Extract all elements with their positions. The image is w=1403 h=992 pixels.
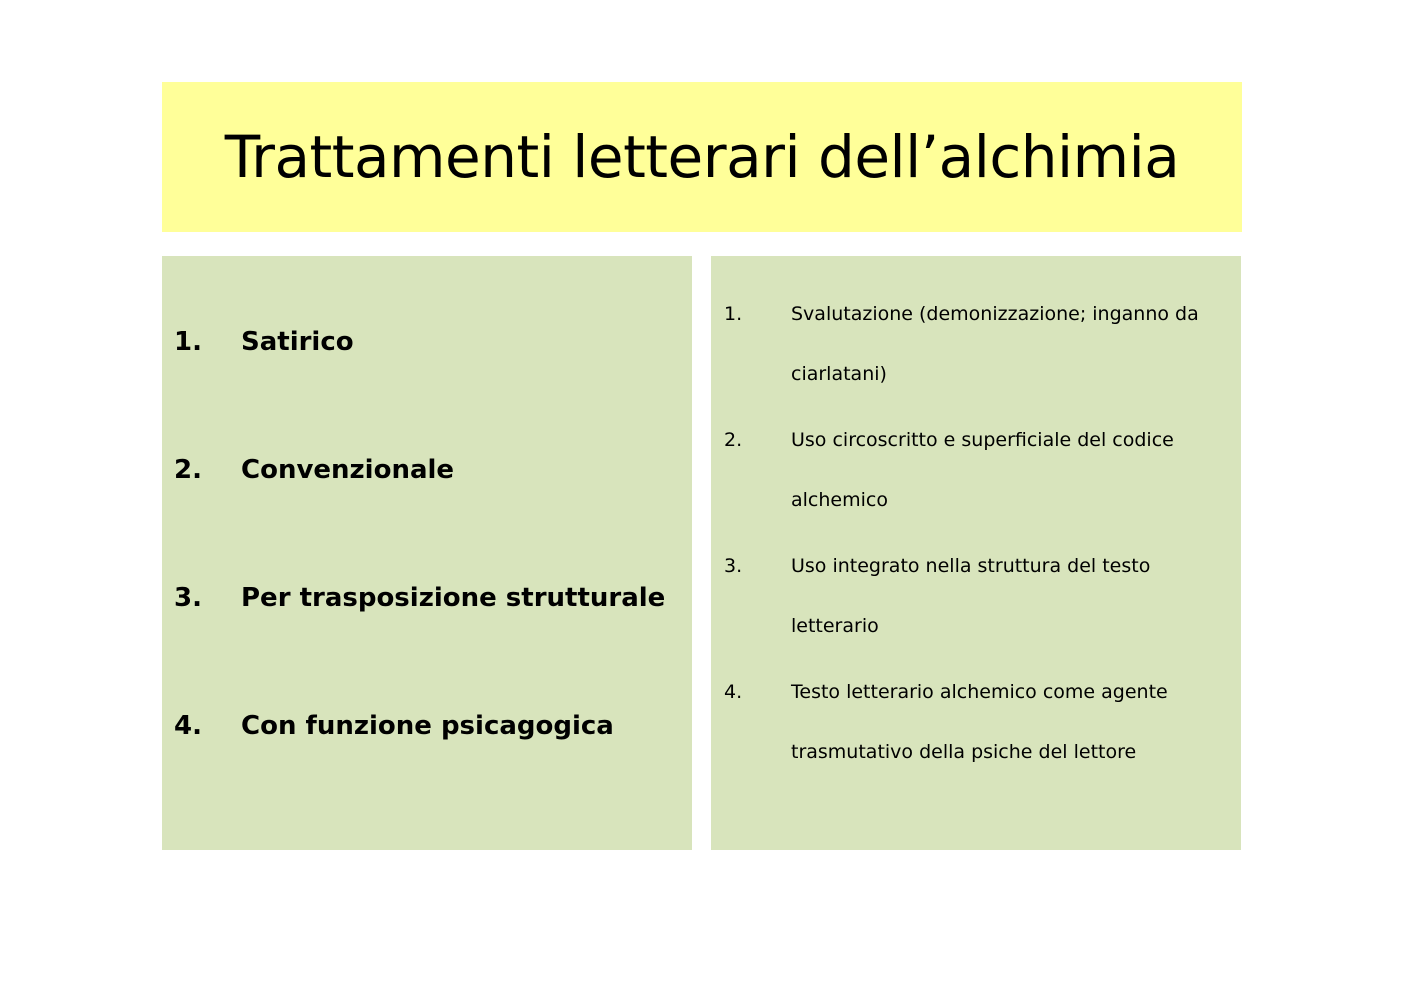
list-item (174, 450, 665, 490)
list-item (174, 578, 665, 618)
list-item-label: Satirico (241, 327, 354, 357)
list-item-text: Uso integrato nella struttura del testo letterario (791, 555, 1151, 637)
list-item (724, 284, 1234, 404)
list-item-number: 1. (174, 327, 202, 357)
list-item (724, 662, 1234, 782)
list-item (724, 410, 1234, 530)
right-panel (711, 256, 1241, 850)
list-item-number: 3. (174, 583, 202, 613)
list-item-label: Per trasposizione strutturale (241, 583, 666, 613)
list-item-number: 3. (724, 555, 743, 577)
slide-title: Trattamenti letterari dell’alchimia (224, 123, 1180, 191)
list-item-number: 4. (724, 681, 743, 703)
list-item-number: 2. (724, 429, 743, 451)
list-item-label: Convenzionale (241, 455, 455, 485)
list-item-number: 1. (724, 303, 743, 325)
list-item-text: Testo letterario alchemico come agente trasmutativo della psiche del lettore (791, 681, 1168, 763)
list-item (174, 706, 665, 746)
list-item-label: Con funzione psicagogica (241, 711, 614, 741)
list-item-text: Uso circoscritto e superficiale del codice alchemico (791, 429, 1174, 511)
title-banner (162, 82, 1242, 232)
treatment-types-list (174, 322, 665, 834)
list-item-number: 4. (174, 711, 202, 741)
list-item (174, 322, 665, 362)
list-item-text: Svalutazione (demonizzazione; inganno da ciarlatani) (791, 303, 1199, 385)
treatment-descriptions-list (724, 284, 1234, 788)
left-panel (162, 256, 692, 850)
list-item (724, 536, 1234, 656)
list-item-number: 2. (174, 455, 202, 485)
